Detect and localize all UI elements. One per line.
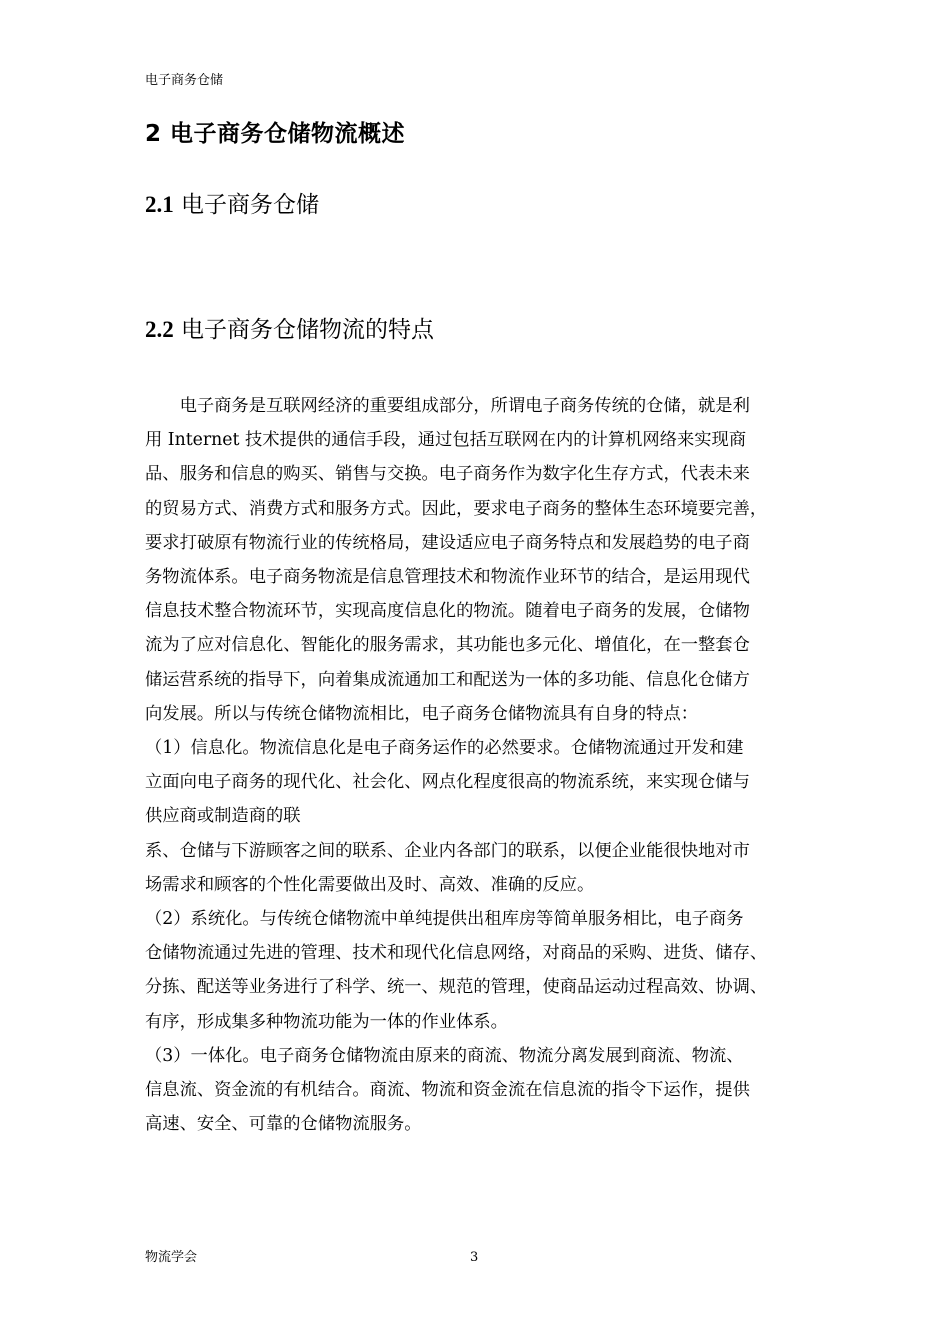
body-line: 立面向电子商务的现代化、社会化、网点化程度很高的物流系统，来实现仓储与	[145, 772, 750, 793]
section-heading-2-2	[145, 313, 434, 347]
chapter-heading: 2 电子商务仓储物流概述	[145, 121, 406, 147]
section-number: 2.2	[145, 317, 174, 342]
section-number: 2.1	[145, 192, 174, 217]
body-line: 供应商或制造商的联	[145, 806, 301, 827]
body-line: 仓储物流通过先进的管理、技术和现代化信息网络，对商品的采购、进货、储存、	[145, 943, 768, 964]
body-line: 品、服务和信息的购买、销售与交换。电子商务作为数字化生存方式，代表未来	[145, 464, 750, 485]
body-line: 储运营系统的指导下，向着集成流通加工和配送为一体的多功能、信息化仓储方	[145, 669, 750, 690]
body-line: 务物流体系。电子商务物流是信息管理技术和物流作业环节的结合，是运用现代	[145, 567, 750, 588]
body-line: 分拣、配送等业务进行了科学、统一、规范的管理，使商品运动过程高效、协调、	[145, 977, 768, 998]
body-line: （1）信息化。物流信息化是电子商务运作的必然要求。仓储物流通过开发和建	[145, 738, 744, 759]
body-line: 场需求和顾客的个性化需要做出及时、高效、准确的反应。	[145, 874, 595, 895]
body-line: 要求打破原有物流行业的传统格局，建设适应电子商务特点和发展趋势的电子商	[145, 532, 750, 553]
section-title: 电子商务仓储物流的特点	[173, 317, 435, 343]
body-line: 高速、安全、可靠的仓储物流服务。	[145, 1114, 422, 1135]
page-number: 3	[470, 1250, 479, 1265]
body-line: 用 Internet 技术提供的通信手段，通过包括互联网在内的计算机网络来实现商	[145, 430, 747, 451]
body-paragraphs	[145, 389, 810, 1141]
section-heading-2-1	[145, 188, 319, 222]
body-line: 电子商务是互联网经济的重要组成部分，所谓电子商务传统的仓储，就是利	[145, 396, 750, 416]
page-header: 电子商务仓储	[145, 73, 224, 88]
body-line: 向发展。所以与传统仓储物流相比，电子商务仓储物流具有自身的特点：	[145, 703, 699, 724]
body-line: 信息技术整合物流环节，实现高度信息化的物流。随着电子商务的发展，仓储物	[145, 601, 750, 622]
body-line: 信息流、资金流的有机结合。商流、物流和资金流在信息流的指令下运作，提供	[145, 1080, 750, 1101]
page-footer: 物流学会	[145, 1250, 198, 1265]
body-line: 的贸易方式、消费方式和服务方式。因此，要求电子商务的整体生态环境要完善，	[145, 498, 768, 519]
body-line: （2）系统化。与传统仓储物流中单纯提供出租库房等简单服务相比，电子商务	[145, 909, 744, 930]
body-line: 有序，形成集多种物流功能为一体的作业体系。	[145, 1011, 508, 1032]
section-title: 电子商务仓储	[173, 192, 320, 218]
body-line: （3）一体化。电子商务仓储物流由原来的商流、物流分离发展到商流、物流、	[145, 1045, 744, 1066]
body-line: 流为了应对信息化、智能化的服务需求，其功能也多元化、增值化，在一整套仓	[145, 635, 750, 656]
body-line: 系、仓储与下游顾客之间的联系、企业内各部门的联系，以便企业能很快地对市	[145, 840, 750, 861]
